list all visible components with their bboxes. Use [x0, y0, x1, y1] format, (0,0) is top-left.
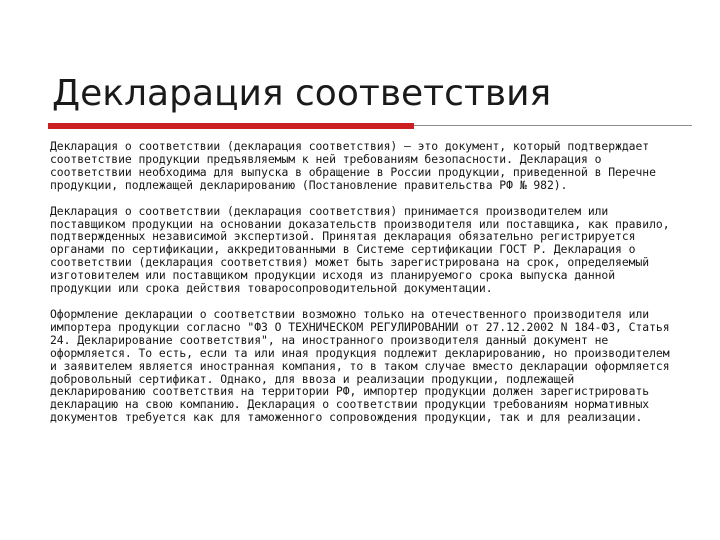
paragraph-acceptance: Декларация о соответствии (декларация соответствия) принимается производителем или поставщиком продукции на основании доказательств производителя или поставщика, как правило, подтвержденных независимой экспертизой. Принятая декларация обязательно регистрируется органами по сертификации, аккредитованными в Системе сертификации ГОСТ Р. Декларация о соответствии (декларация соответствия) может быть зарегистрирована на срок, определяемый изготовителем или поставщиком продукции исходя из планируемого срока выпуска данной продукции или срока действия товаросопроводительной документации.: [50, 203, 670, 296]
slide-title: Декларация соответствия: [52, 73, 552, 114]
paragraph-registration: Оформление декларации о соответствии возможно только на отечественного производителя или импортера продукции согласно "ФЗ О ТЕХНИЧЕСКОМ РЕГУЛИРОВАНИИ от 27.12.2002 N 184-ФЗ, Статья 24. Декларирование соответствия", на иностранного производителя данный документ не оформляется. То есть, если та или иная продукция подлежит декларированию, но производителем и заявителем является иностранная компания, то в таком случае вместо декларации оформляется добровольный сертификат. Однако, для ввоза и реализации продукции, подлежащей декларированию соответствия на территории РФ, импортер продукции должен зарегистрировать декларацию на свою компанию. Декларация о соответствии продукции требованиям нормативных документов требуется как для таможенного сопровождения продукции, так и для реализации.: [50, 306, 670, 425]
slide-body: [50, 140, 672, 437]
title-accent-bar: [48, 123, 414, 129]
paragraph-definition: Декларация о соответствии (декларация соответствия) – это документ, который подтверждает соответствие продукции предъявляемым к ней требованиям безопасности. Декларация о соответствии необходима для выпуска в обращение в России продукции, приведенной в Перечне продукции, подлежащей декларированию (Постановление правительства РФ № 982).: [50, 139, 656, 192]
